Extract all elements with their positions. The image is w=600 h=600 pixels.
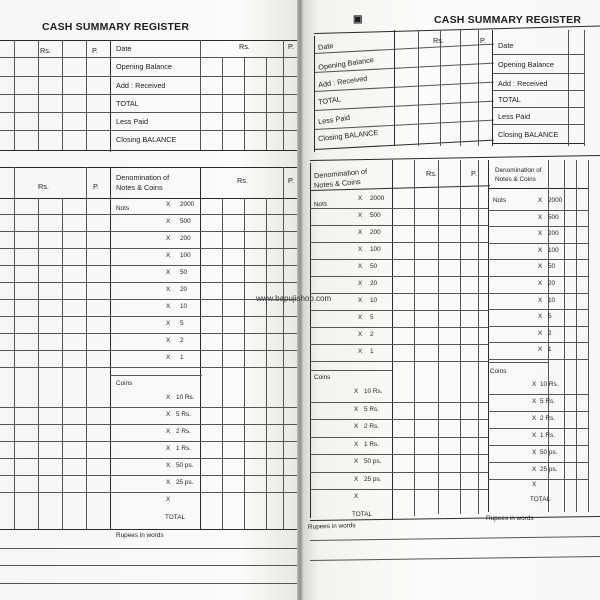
- rule: [0, 282, 300, 283]
- p-header: P.: [93, 182, 99, 191]
- summary-label-less-paid: Less Paid: [116, 117, 149, 126]
- multiply-sign: X: [358, 229, 363, 236]
- multiply-sign: X: [166, 411, 171, 418]
- summary-label-received: Add : Received: [498, 79, 548, 88]
- multiply-sign: X: [538, 346, 543, 354]
- multiply-sign: X: [538, 263, 543, 271]
- rule: [110, 375, 202, 376]
- rs-header: Rs.: [426, 169, 437, 178]
- coin-value: 10 Rs.: [176, 394, 195, 401]
- rule: [310, 536, 600, 541]
- rule: [478, 30, 479, 146]
- note-value: 2000: [180, 201, 195, 208]
- rs-header: Rs.: [40, 46, 51, 55]
- multiply-sign: X: [166, 496, 171, 503]
- multiply-sign: X: [166, 201, 171, 208]
- rule: [110, 40, 111, 152]
- rule: [200, 40, 201, 150]
- note-value: 5: [548, 313, 552, 321]
- note-value: 10: [548, 296, 556, 304]
- note-value: 5: [370, 314, 374, 321]
- rule: [310, 327, 488, 328]
- rule: [310, 155, 600, 161]
- multiply-sign: X: [354, 388, 359, 395]
- coin-value: 5 Rs.: [176, 411, 191, 418]
- rule: [488, 462, 588, 463]
- note-value: 200: [180, 235, 191, 242]
- p-header: P.: [92, 46, 98, 55]
- rupees-in-words-label: Rupees in words: [116, 532, 164, 539]
- rule: [0, 367, 300, 368]
- rule: [488, 394, 588, 395]
- summary-label-less-paid-left: Less Paid: [317, 112, 351, 127]
- multiply-sign: X: [538, 213, 543, 221]
- note-value: 50: [548, 263, 556, 271]
- rule: [564, 160, 565, 512]
- multiply-sign: X: [166, 428, 171, 435]
- note-value: 2: [180, 337, 184, 344]
- rule: [488, 243, 588, 244]
- multiply-sign: X: [166, 394, 171, 401]
- coin-value: 50 ps.: [176, 462, 194, 469]
- note-value: 1: [548, 346, 552, 354]
- multiply-sign: X: [166, 337, 171, 344]
- rule: [492, 73, 584, 74]
- p-header: P.: [288, 42, 294, 51]
- denomination-header-line2: Notes & Coins: [495, 176, 536, 183]
- rule: [0, 198, 300, 199]
- multiply-sign: X: [354, 458, 359, 465]
- rule: [0, 565, 300, 566]
- rule: [488, 188, 588, 189]
- summary-label-received: Add : Received: [116, 81, 166, 90]
- rule: [460, 160, 461, 514]
- rule: [0, 441, 300, 442]
- rule: [0, 112, 300, 113]
- denomination-header-line1: Denomination of: [116, 173, 170, 182]
- rs-header: Rs.: [237, 176, 248, 185]
- rule: [0, 475, 300, 476]
- rule: [310, 242, 488, 243]
- note-value: 20: [548, 280, 556, 287]
- denomination-header-line2-left: Notes & Coins: [313, 176, 361, 191]
- rule: [310, 276, 488, 277]
- denomination-total-label: TOTAL: [530, 496, 551, 503]
- multiply-sign: X: [358, 212, 363, 219]
- multiply-sign: X: [358, 297, 363, 304]
- coin-value: 5 Rs.: [540, 398, 555, 405]
- summary-label-total: TOTAL: [116, 99, 139, 108]
- rule: [488, 362, 548, 363]
- multiply-sign: X: [354, 405, 359, 413]
- rule: [310, 225, 488, 226]
- coin-value: 5 Rs.: [364, 405, 379, 413]
- p-header: P.: [288, 176, 294, 185]
- rs-header: Rs.: [239, 42, 250, 51]
- multiply-sign: X: [354, 475, 359, 483]
- coin-value: 1 Rs.: [176, 445, 191, 452]
- rule: [0, 130, 300, 131]
- rule: [314, 36, 315, 152]
- note-value: 100: [548, 246, 559, 254]
- notes-label-left: Nots: [313, 200, 328, 209]
- summary-label-date-left: Date: [317, 40, 334, 53]
- rs-header: Rs.: [433, 36, 444, 45]
- rule: [0, 333, 300, 334]
- coin-value: 2 Rs.: [176, 428, 191, 435]
- multiply-sign: X: [166, 252, 171, 259]
- rule: [492, 90, 584, 91]
- note-value: 2000: [548, 197, 563, 204]
- multiply-sign: X: [532, 449, 537, 456]
- rule: [492, 107, 584, 108]
- coin-value: 50 ps.: [364, 458, 382, 465]
- rule: [492, 124, 584, 125]
- rule: [488, 160, 489, 512]
- book-logo-icon: ▣: [353, 14, 363, 25]
- rule: [488, 428, 588, 429]
- multiply-sign: X: [532, 398, 537, 405]
- rule: [0, 231, 300, 232]
- coin-value: 25 ps.: [364, 475, 382, 483]
- rule: [418, 30, 419, 146]
- coins-label: Coins: [490, 368, 507, 375]
- note-value: 200: [548, 230, 559, 238]
- multiply-sign: X: [532, 415, 537, 422]
- page-title-left: CASH SUMMARY REGISTER: [42, 21, 190, 33]
- rule: [310, 370, 392, 371]
- denomination-header-line1-left: Denomination of: [313, 166, 368, 181]
- coin-value: 1 Rs.: [540, 432, 555, 439]
- denomination-total-label: TOTAL: [165, 514, 186, 521]
- coin-value: 50 ps.: [540, 449, 558, 456]
- summary-label-closing: Closing BALANCE: [498, 130, 559, 139]
- rule: [310, 344, 488, 345]
- rule: [488, 326, 588, 327]
- multiply-sign: X: [358, 246, 363, 253]
- rule: [14, 40, 15, 150]
- note-value: 1: [180, 354, 184, 361]
- website-watermark: www.bapujishop.com: [256, 294, 332, 303]
- rule: [0, 548, 300, 549]
- rule: [310, 208, 488, 209]
- rule: [492, 30, 493, 146]
- rule: [38, 40, 39, 150]
- summary-label-date: Date: [116, 44, 132, 53]
- rule: [0, 265, 300, 266]
- coin-value: 2 Rs.: [364, 423, 379, 430]
- rule: [0, 583, 300, 584]
- multiply-sign: X: [358, 195, 363, 202]
- multiply-sign: X: [532, 432, 537, 439]
- rule: [283, 40, 284, 150]
- rule: [414, 160, 415, 516]
- rs-header: Rs.: [38, 182, 49, 191]
- note-value: 5: [180, 320, 184, 327]
- rule: [310, 437, 488, 438]
- rule: [488, 293, 588, 294]
- rule: [488, 226, 588, 227]
- rule: [310, 310, 488, 311]
- denomination-header-line1: Denomination of: [495, 167, 542, 174]
- rule: [0, 492, 300, 493]
- rule: [584, 30, 585, 146]
- rule: [222, 57, 223, 150]
- rule: [0, 458, 300, 459]
- rule: [0, 167, 300, 168]
- rule: [492, 54, 584, 55]
- coin-value: 10 Rs.: [364, 388, 383, 395]
- rule: [488, 445, 588, 446]
- multiply-sign: X: [358, 314, 363, 321]
- notes-label: Nots: [116, 205, 130, 212]
- rupees-in-words-label-left: Rupees in words: [307, 522, 356, 531]
- rule: [0, 407, 300, 408]
- coin-value: 25 ps.: [540, 466, 558, 473]
- note-value: 10: [180, 303, 188, 310]
- multiply-sign: X: [166, 303, 171, 310]
- multiply-sign: X: [358, 348, 363, 355]
- note-value: 500: [180, 218, 191, 225]
- multiply-sign: X: [358, 331, 363, 338]
- rule: [394, 30, 395, 146]
- rule: [576, 160, 577, 512]
- multiply-sign: X: [358, 263, 363, 270]
- multiply-sign: X: [166, 445, 171, 452]
- rule: [0, 150, 300, 151]
- rule: [392, 160, 393, 520]
- rule: [0, 94, 300, 95]
- rule: [440, 30, 441, 146]
- summary-label-date: Date: [498, 41, 514, 50]
- note-value: 2: [370, 331, 374, 338]
- rule: [0, 529, 300, 530]
- note-value: 2: [548, 329, 552, 337]
- multiply-sign: X: [166, 269, 171, 276]
- coins-label: Coins: [116, 380, 133, 387]
- multiply-sign: X: [166, 286, 171, 293]
- rule: [492, 143, 584, 144]
- rule: [0, 424, 300, 425]
- p-header: P.: [480, 36, 486, 45]
- rule: [266, 57, 267, 150]
- multiply-sign: X: [358, 280, 363, 287]
- note-value: 500: [370, 212, 381, 219]
- multiply-sign: X: [532, 381, 537, 388]
- multiply-sign: X: [166, 479, 171, 486]
- coins-label-left: Coins: [314, 374, 331, 381]
- note-value: 10: [370, 297, 378, 304]
- rule: [488, 411, 588, 412]
- note-value: 500: [548, 213, 559, 221]
- summary-label-opening: Opening Balance: [116, 62, 172, 71]
- rule: [0, 76, 300, 77]
- rule: [0, 57, 300, 58]
- rule: [314, 25, 600, 34]
- rule: [310, 163, 311, 518]
- rule: [0, 248, 300, 249]
- summary-label-total-left: TOTAL: [317, 94, 342, 107]
- multiply-sign: X: [538, 197, 543, 204]
- denomination-total-label-left: TOTAL: [352, 511, 373, 518]
- multiply-sign: X: [538, 246, 543, 254]
- rule: [460, 30, 461, 146]
- multiply-sign: X: [166, 218, 171, 225]
- rule: [310, 259, 488, 260]
- rule: [488, 259, 588, 260]
- multiply-sign: X: [354, 423, 359, 430]
- multiply-sign: X: [538, 329, 543, 337]
- rule: [310, 361, 488, 362]
- rule: [310, 556, 600, 561]
- rule: [438, 160, 439, 514]
- note-value: 100: [370, 246, 381, 253]
- coin-value: 10 Rs.: [540, 381, 559, 388]
- multiply-sign: X: [532, 466, 537, 473]
- rule: [488, 342, 588, 343]
- multiply-sign: X: [538, 230, 543, 238]
- rule: [310, 489, 488, 490]
- note-value: 200: [370, 229, 381, 236]
- rule: [310, 472, 488, 473]
- rule: [588, 160, 589, 512]
- rule: [0, 214, 300, 215]
- rule: [488, 210, 588, 211]
- multiply-sign: X: [166, 235, 171, 242]
- note-value: 50: [180, 269, 188, 276]
- coin-value: 2 Rs.: [540, 415, 555, 422]
- page-title-right: CASH SUMMARY REGISTER: [434, 14, 582, 26]
- multiply-sign: X: [538, 313, 543, 321]
- note-value: 20: [180, 286, 188, 293]
- note-value: 20: [370, 280, 378, 287]
- rule: [0, 40, 300, 41]
- rule: [310, 419, 488, 420]
- rule: [568, 30, 569, 146]
- summary-label-opening: Opening Balance: [498, 60, 554, 69]
- multiply-sign: X: [538, 280, 543, 287]
- coin-value: 1 Rs.: [364, 440, 379, 448]
- note-value: 1: [370, 348, 374, 355]
- rule: [488, 309, 588, 310]
- rupees-in-words-label: Rupees in words: [486, 515, 534, 522]
- rule: [310, 402, 488, 403]
- rule: [310, 293, 488, 294]
- rule: [488, 276, 588, 277]
- summary-label-received-left: Add : Received: [317, 73, 368, 90]
- rule: [314, 140, 494, 150]
- multiply-sign: X: [532, 481, 537, 488]
- rule: [0, 316, 300, 317]
- rule: [86, 40, 87, 150]
- note-value: 2000: [370, 195, 385, 202]
- note-value: 50: [370, 263, 378, 270]
- multiply-sign: X: [354, 440, 359, 448]
- coin-value: 25 ps.: [176, 479, 194, 486]
- rule: [488, 359, 588, 360]
- multiply-sign: X: [354, 493, 359, 500]
- denomination-header-line2: Notes & Coins: [116, 183, 163, 192]
- rule: [62, 40, 63, 150]
- summary-label-closing: Closing BALANCE: [116, 135, 177, 144]
- notes-label: Nots: [493, 197, 507, 204]
- rule: [0, 299, 300, 300]
- p-header: P.: [471, 169, 477, 178]
- summary-label-total: TOTAL: [498, 95, 521, 104]
- summary-label-opening-left: Opening Balance: [317, 55, 375, 72]
- rule: [244, 57, 245, 150]
- multiply-sign: X: [166, 354, 171, 361]
- rule: [488, 479, 588, 480]
- rule: [310, 454, 488, 455]
- multiply-sign: X: [166, 320, 171, 327]
- register-page-right: [300, 0, 600, 600]
- rule: [0, 350, 300, 351]
- multiply-sign: X: [166, 462, 171, 469]
- note-value: 100: [180, 252, 191, 259]
- summary-label-closing-left: Closing BALANCE: [317, 127, 379, 144]
- rule: [478, 160, 479, 514]
- summary-label-less-paid: Less Paid: [498, 112, 531, 121]
- multiply-sign: X: [538, 296, 543, 304]
